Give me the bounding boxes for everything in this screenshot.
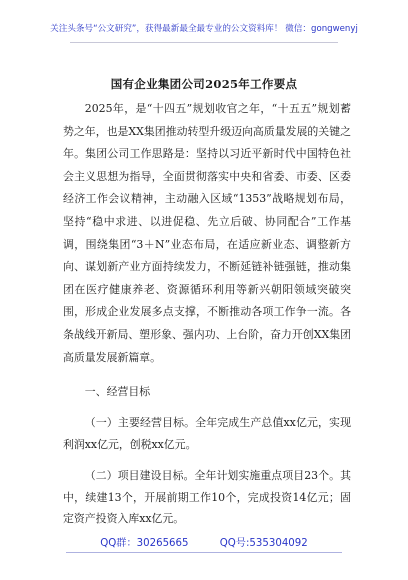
footer-divider — [66, 552, 342, 553]
document-title: 国有企业集团公司2025年工作要点 — [110, 77, 298, 91]
qq-group[interactable]: QQ群：30265665 — [100, 538, 189, 549]
header-banner: 关注头条号“公文研究”，获得最新最全最专业的公文资料库！ 微信：gongwenyj — [50, 24, 358, 34]
section-heading: 一、经营目标 — [84, 385, 151, 399]
intro-paragraph: 2025年，是“十四五”规划收官之年，“十五五”规划蓄势之年，也是XX集团推动转型升级迈向高质量发展的关键之年。集团公司工作思路是：坚持以习近平新时代中国特色社会主义思想为指导，全面贯彻落实中央和省委、市委、区委经济工作会议精神，主动融入区域“1353”战略规划布局，坚持“稳中求进、以进促稳、先立后破、协同配合”工作基调，围绕集团“3＋N”业态布局，在适应新业态、调整新方向、谋划新产业方面持续发力，不断延链补链强链，推动集团在医疗健康养老、资源循环利用等新兴朝阳领域突破突围，形成企业发展多点支撑，不断推动各项工作争一流。各条战线开新局、塑形象、强内功、上台阶，奋力开创XX集团高质量发展新篇章。 — [63, 102, 351, 364]
header-divider — [70, 42, 338, 43]
document-body — [63, 98, 351, 530]
list-item: （一）主要经营目标。全年完成生产总值xx亿元，实现利润xx亿元，创税xx亿元。 — [63, 416, 351, 451]
footer-contact — [0, 534, 408, 549]
qq-number[interactable]: QQ号:535304092 — [219, 538, 308, 549]
list-item: （二）项目建设目标。全年计划实施重点项目23个。其中，续建13个，开展前期工作10个，完成投资14亿元；固定资产投资入库xx亿元。 — [63, 469, 351, 526]
